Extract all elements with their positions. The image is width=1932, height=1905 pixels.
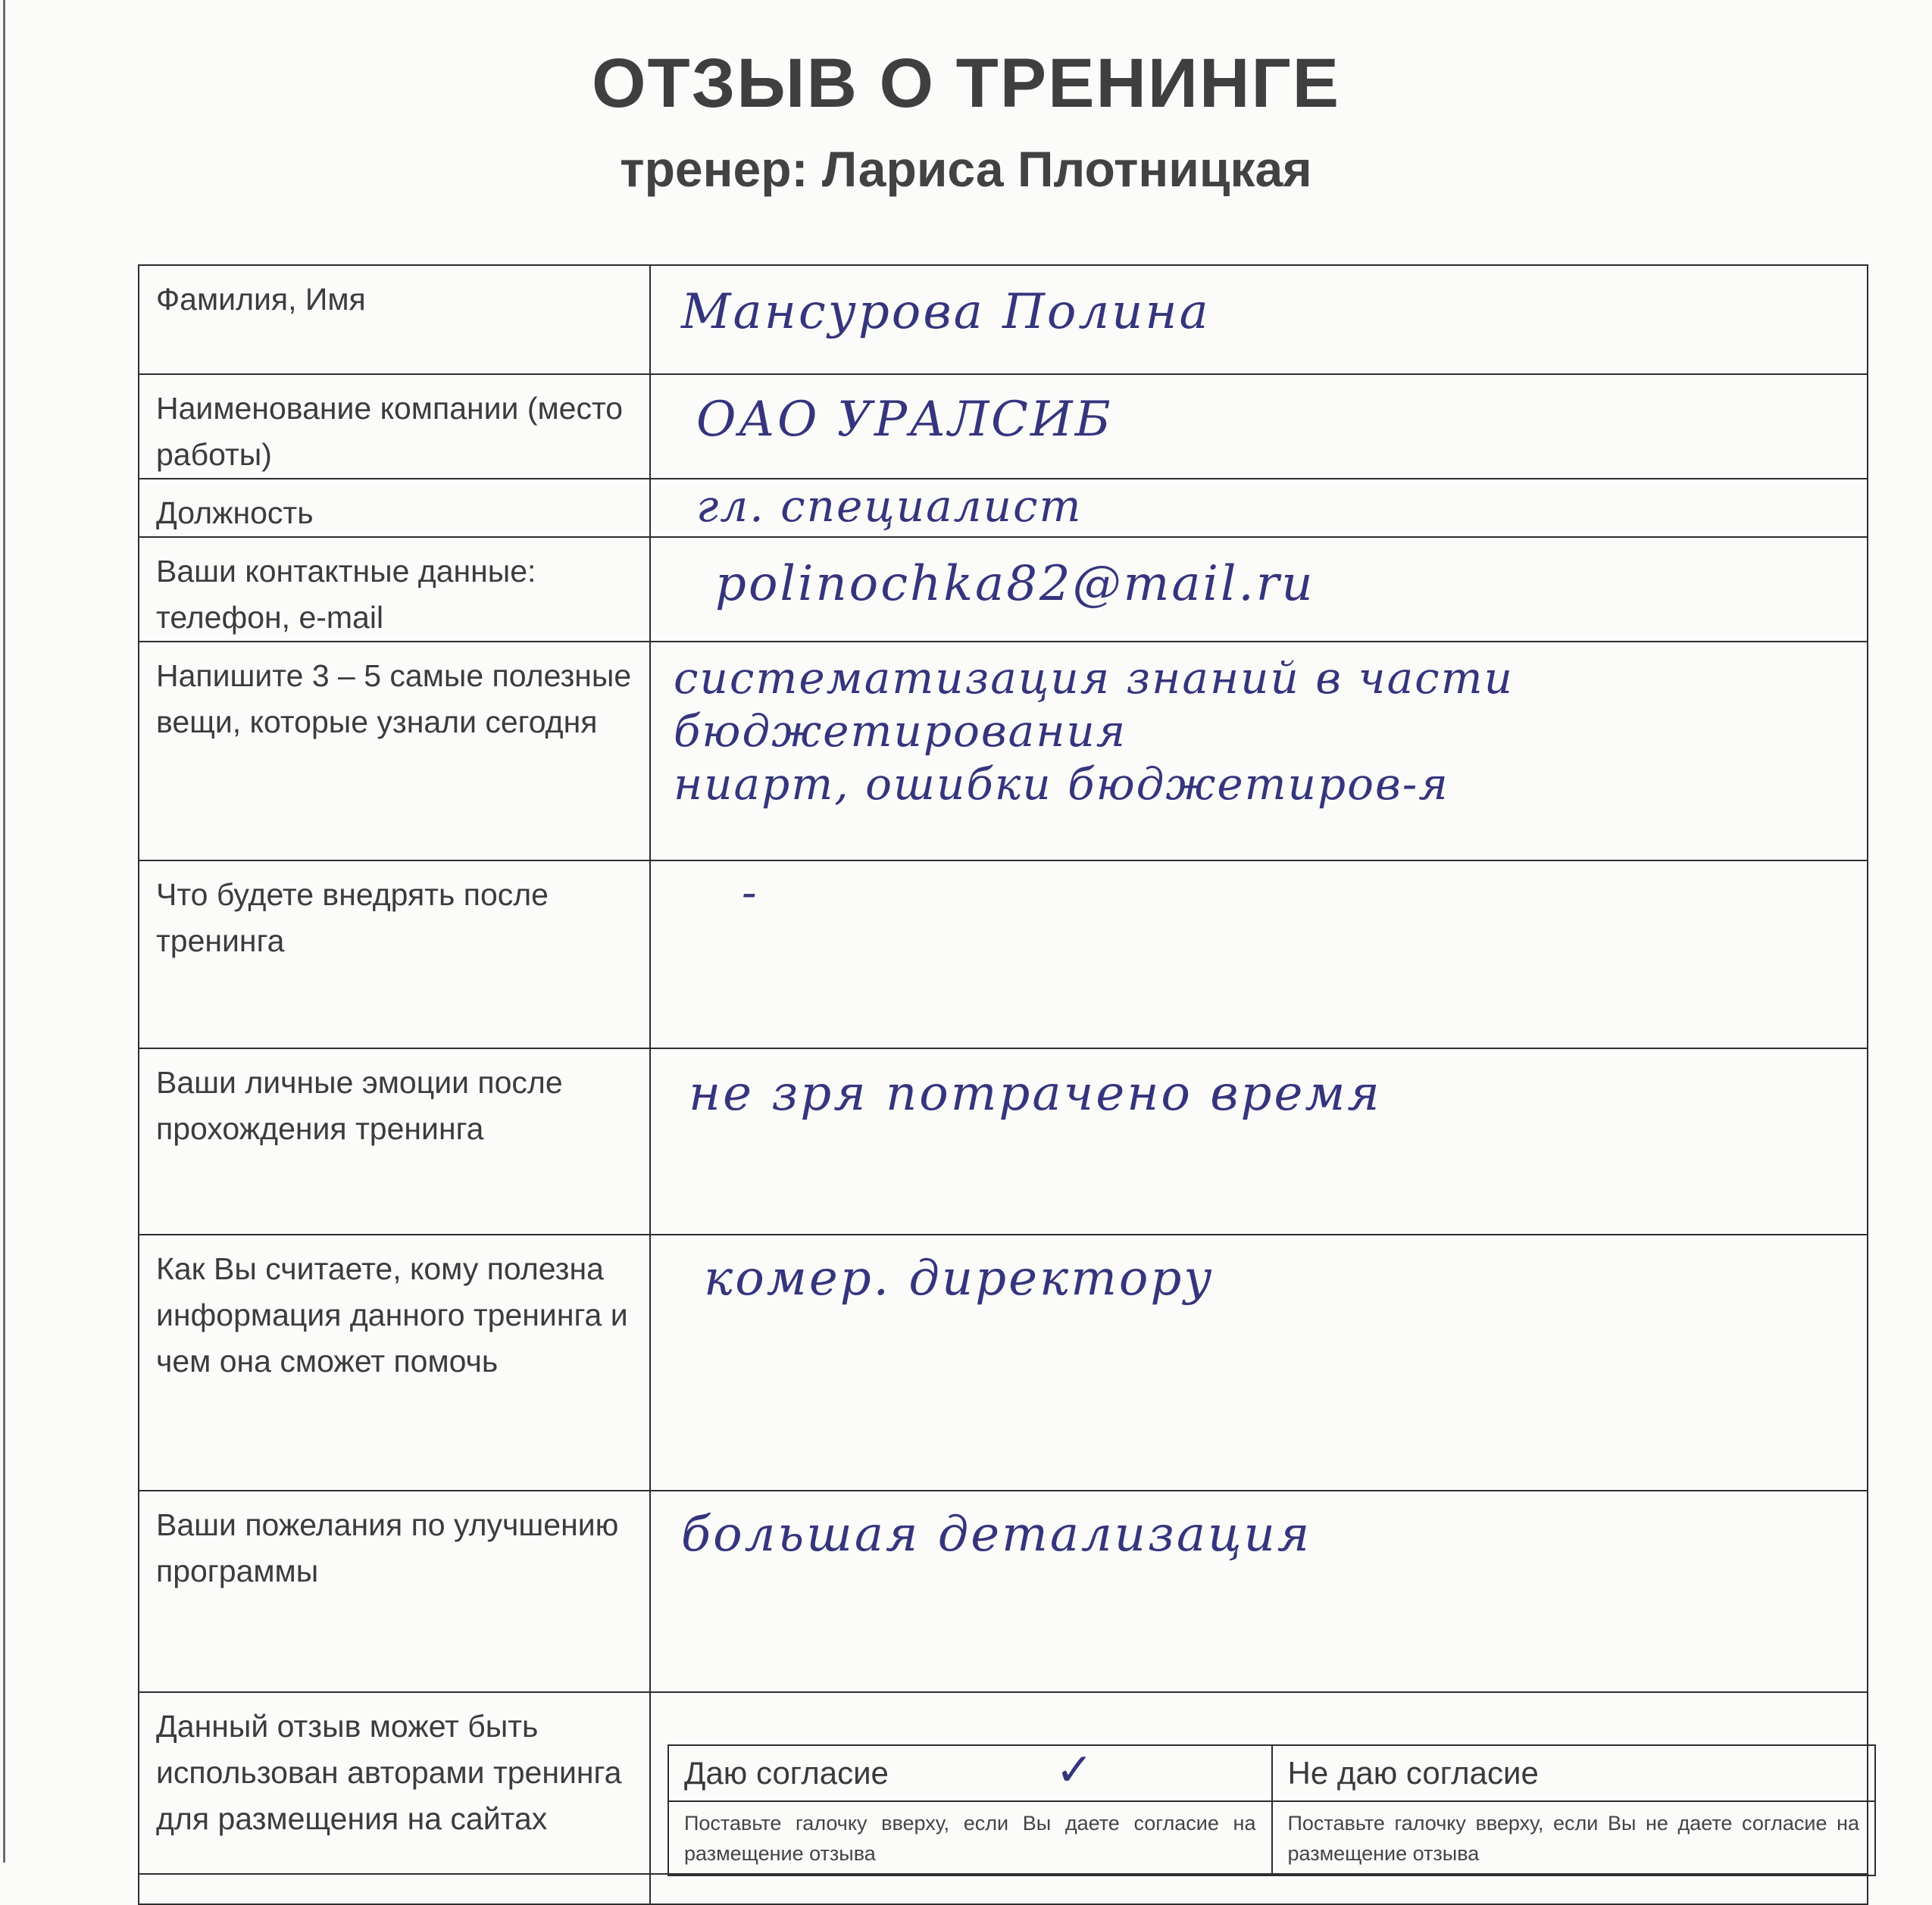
field-label-who-benefits: Как Вы считаете, кому полезна информация данного тренинга и чем она сможет помочь — [139, 1235, 650, 1491]
form-row-name — [139, 265, 1868, 374]
handwritten-email: polinochka82@mail.ru — [715, 556, 1315, 612]
consent-agree-note: Поставьте галочку вверху, если Вы даете согласие на размещение отзыва — [668, 1801, 1272, 1875]
field-answer-implement[interactable] — [650, 860, 1868, 1048]
field-answer-who-benefits[interactable] — [650, 1235, 1868, 1491]
consent-disagree-note: Поставьте галочку вверху, если Вы не даете согласие на размещение отзыва — [1272, 1801, 1876, 1875]
handwritten-who-benefits: комер. директору — [704, 1251, 1215, 1307]
handwritten-name: Мансурова Полина — [681, 284, 1211, 340]
handwritten-useful-line-1: систематизация знаний в части — [674, 652, 1514, 704]
field-answer-position[interactable] — [650, 479, 1868, 537]
field-label-name: Фамилия, Имя — [139, 265, 650, 374]
field-answer-cutoff — [650, 1874, 1868, 1904]
handwritten-emotions: не зря потрачено время — [689, 1066, 1382, 1122]
handwritten-suggestions: большая детализация — [681, 1507, 1312, 1563]
field-label-useful-things: Напишите 3 – 5 самые полезные вещи, которые узнали сегодня — [139, 642, 650, 860]
field-answer-suggestions[interactable] — [650, 1491, 1868, 1692]
form-row-emotions — [139, 1048, 1868, 1235]
form-row-implement — [139, 860, 1868, 1048]
consent-table — [667, 1744, 1876, 1876]
form-row-cutoff — [139, 1874, 1868, 1904]
field-label-position: Должность — [139, 479, 650, 537]
consent-agree-option[interactable] — [668, 1745, 1272, 1801]
field-answer-emotions[interactable] — [650, 1048, 1868, 1235]
field-answer-contacts[interactable] — [650, 537, 1868, 642]
consent-disagree-option[interactable] — [1272, 1745, 1876, 1801]
field-label-emotions: Ваши личные эмоции после прохождения тренинга — [139, 1048, 650, 1235]
page-edge-rule — [3, 0, 5, 1863]
form-row-useful-things — [139, 642, 1868, 860]
handwritten-position: гл. специалист — [696, 480, 1083, 532]
field-label-company: Наименование компании (место работы) — [139, 374, 650, 479]
form-row-who-benefits — [139, 1235, 1868, 1491]
handwritten-useful-line-2: бюджетирования — [674, 705, 1127, 757]
field-label-implement: Что будете внедрять после тренинга — [139, 860, 650, 1048]
form-row-position — [139, 479, 1868, 537]
handwritten-company: ОАО УРАЛСИБ — [696, 392, 1113, 448]
form-row-company — [139, 374, 1868, 479]
field-answer-company[interactable] — [650, 374, 1868, 479]
page-title: ОТЗЫВ О ТРЕНИНГЕ — [591, 45, 1341, 122]
form-row-contacts — [139, 537, 1868, 642]
check-mark-icon: ✓ — [1055, 1744, 1094, 1797]
field-answer-name[interactable] — [650, 265, 1868, 374]
field-label-consent: Данный отзыв может быть использован авторами тренинга для размещения на сайтах — [139, 1692, 650, 1874]
feedback-form-table — [138, 264, 1868, 1905]
trainer-subtitle: тренер: Лариса Плотницкая — [620, 141, 1312, 197]
field-answer-consent — [650, 1692, 1868, 1874]
field-label-suggestions: Ваши пожелания по улучшению программы — [139, 1491, 650, 1692]
field-label-contacts: Ваши контактные данные: телефон, e-mail — [139, 537, 650, 642]
form-row-suggestions — [139, 1491, 1868, 1692]
handwritten-useful-line-3: ниарт, ошибки бюджетиров-я — [674, 758, 1449, 810]
field-answer-useful-things[interactable] — [650, 642, 1868, 860]
consent-disagree-label: Не даю согласие — [1287, 1755, 1539, 1791]
form-row-consent — [139, 1692, 1868, 1874]
consent-agree-label: Даю согласие — [684, 1755, 889, 1791]
handwritten-implement: - — [742, 867, 758, 918]
field-label-cutoff — [139, 1874, 650, 1904]
